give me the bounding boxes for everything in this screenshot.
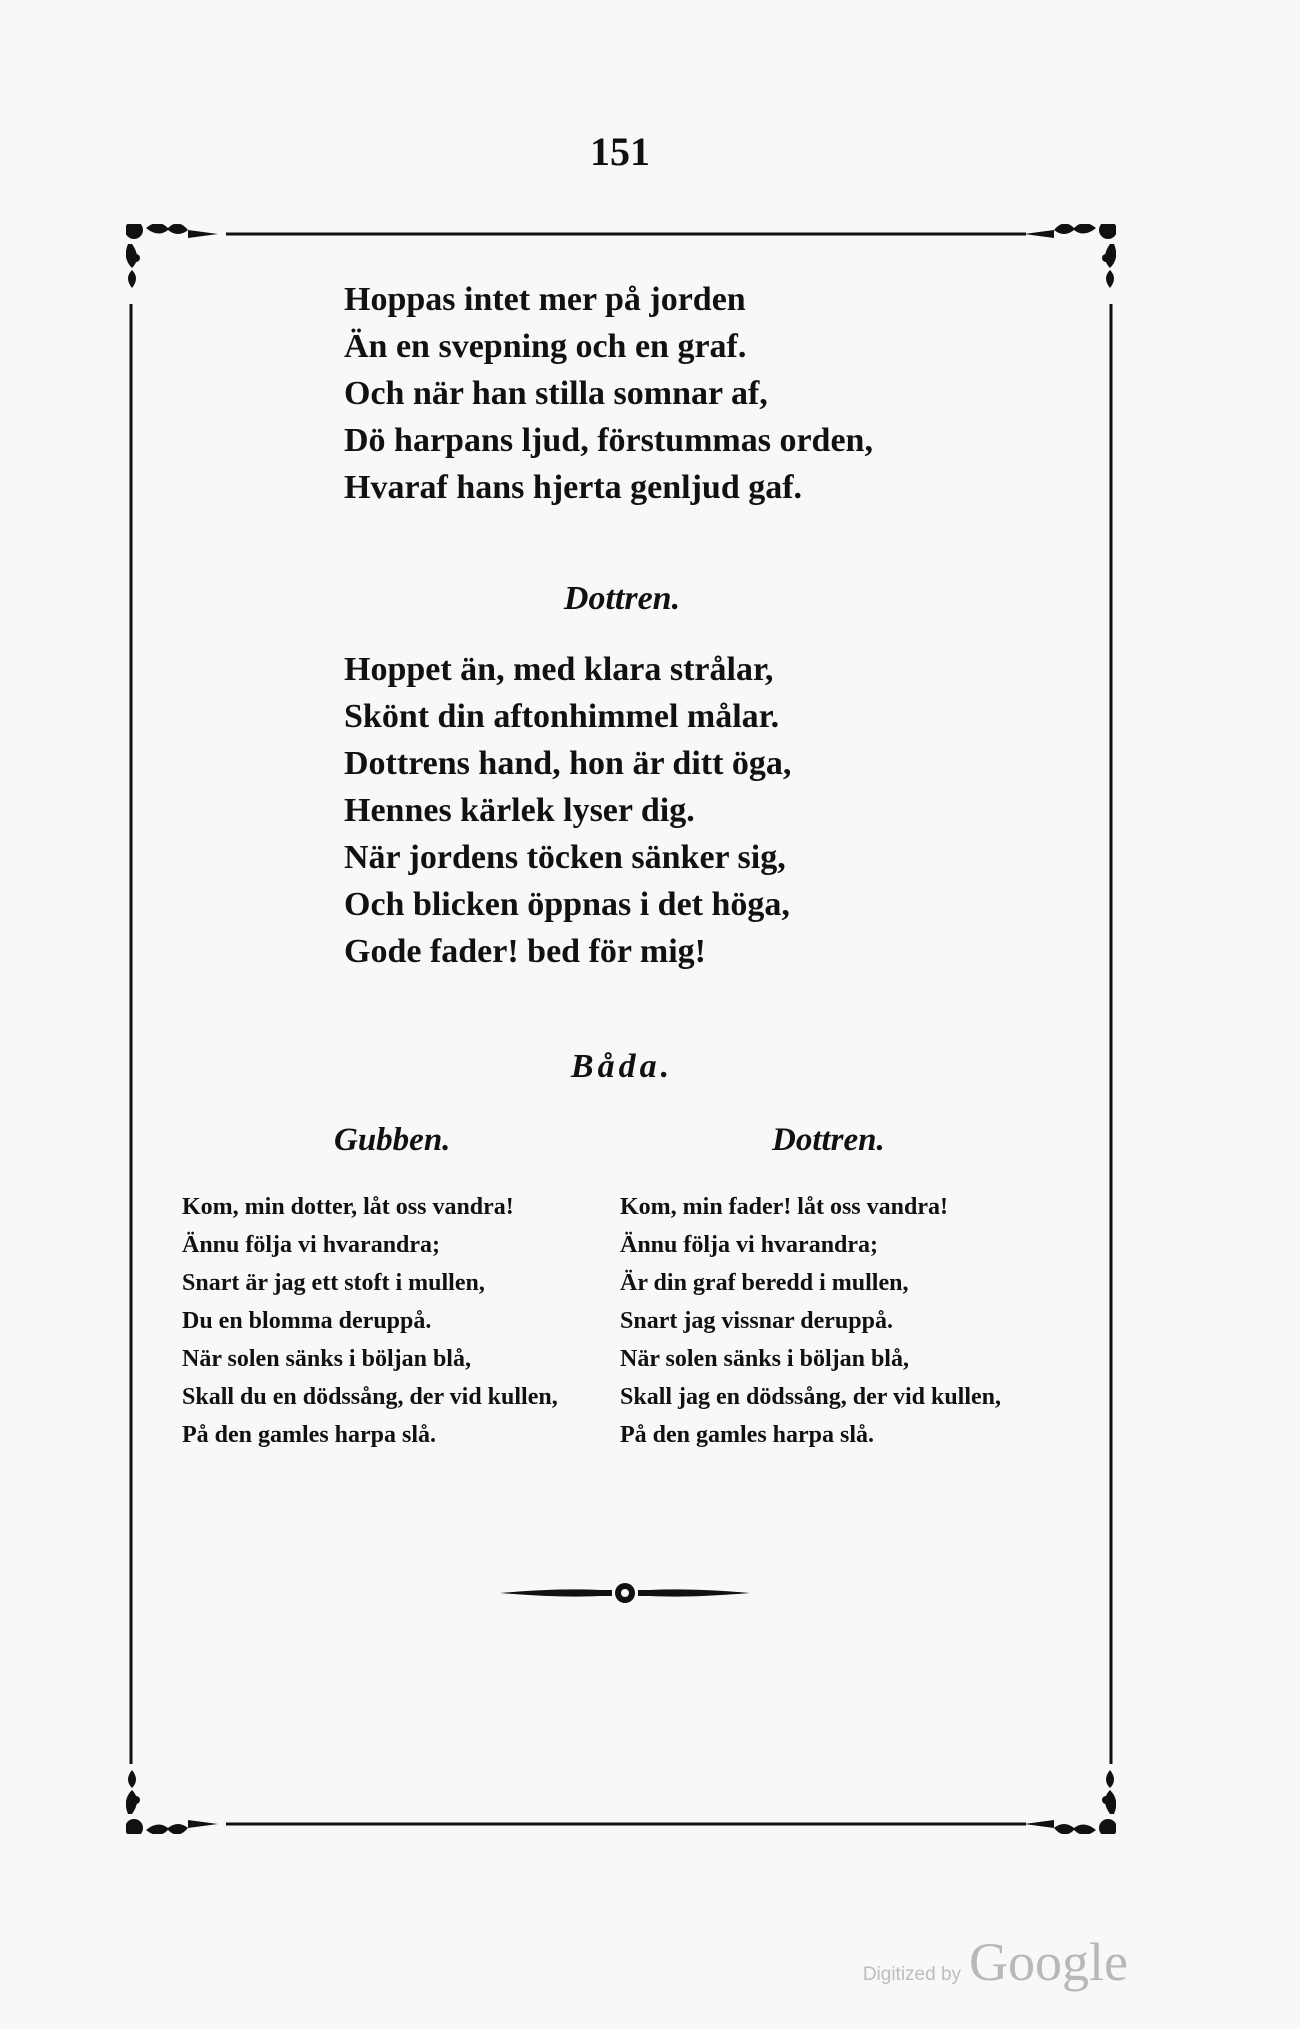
page-number: 151 xyxy=(590,129,650,174)
corner-ornament-top-left-icon xyxy=(126,224,218,288)
verse-line: Och när han stilla somnar af, xyxy=(344,375,768,412)
right-column-verse xyxy=(620,1188,1001,1454)
divider-ornament-icon xyxy=(500,1578,750,1608)
verse-line: Snart jag vissnar deruppå. xyxy=(620,1308,893,1334)
verse-line: Dottrens hand, hon är ditt öga, xyxy=(344,745,792,782)
verse-line: När jordens töcken sänker sig, xyxy=(344,839,786,876)
stanza-2 xyxy=(344,646,791,975)
verse-line: Hoppas intet mer på jorden xyxy=(344,281,746,318)
corner-ornament-bottom-left-icon xyxy=(126,1770,218,1834)
verse-line: Kom, min dotter, låt oss vandra! xyxy=(182,1194,514,1220)
verse-line: När solen sänks i böljan blå, xyxy=(620,1346,909,1372)
heading-gubben: Gubben. xyxy=(334,1122,451,1158)
stanza-1 xyxy=(344,276,873,511)
corner-ornament-top-right-icon xyxy=(1024,224,1116,288)
verse-line: Skall jag en dödssång, der vid kullen, xyxy=(620,1384,1002,1410)
verse-line: Skall du en dödssång, der vid kullen, xyxy=(182,1384,558,1410)
heading-bada: Båda. xyxy=(570,1048,674,1085)
verse-line: Hvaraf hans hjerta genljud gaf. xyxy=(344,469,803,506)
verse-line: På den gamles harpa slå. xyxy=(620,1422,875,1448)
verse-line: Och blicken öppnas i det höga, xyxy=(344,886,790,923)
verse-line: På den gamles harpa slå. xyxy=(182,1422,437,1448)
verse-line: Skönt din aftonhimmel målar. xyxy=(344,698,780,735)
heading-dottren-column: Dottren. xyxy=(772,1122,885,1158)
corner-ornament-bottom-right-icon xyxy=(1024,1770,1116,1834)
verse-line: Hennes kärlek lyser dig. xyxy=(344,792,695,829)
left-column-verse xyxy=(182,1188,558,1454)
verse-line: Ännu följa vi hvarandra; xyxy=(620,1232,879,1258)
digitized-label: Digitized by xyxy=(862,1964,962,1985)
verse-line: Ännu följa vi hvarandra; xyxy=(182,1232,441,1258)
verse-line: Gode fader! bed för mig! xyxy=(344,933,706,970)
verse-line: Du en blomma deruppå. xyxy=(182,1308,432,1334)
heading-dottren: Dottren. xyxy=(563,580,681,617)
digitized-by-watermark xyxy=(863,1931,1128,1993)
verse-line: Snart är jag ett stoft i mullen, xyxy=(182,1270,485,1296)
verse-line: Hoppet än, med klara strålar, xyxy=(344,651,774,688)
google-logo: Google xyxy=(969,1932,1128,1992)
verse-line: När solen sänks i böljan blå, xyxy=(182,1346,471,1372)
verse-line: Är din graf beredd i mullen, xyxy=(620,1270,909,1296)
verse-line: Kom, min fader! låt oss vandra! xyxy=(620,1194,948,1220)
verse-line: Dö harpans ljud, förstummas orden, xyxy=(344,422,873,459)
verse-line: Än en svepning och en graf. xyxy=(344,328,747,365)
